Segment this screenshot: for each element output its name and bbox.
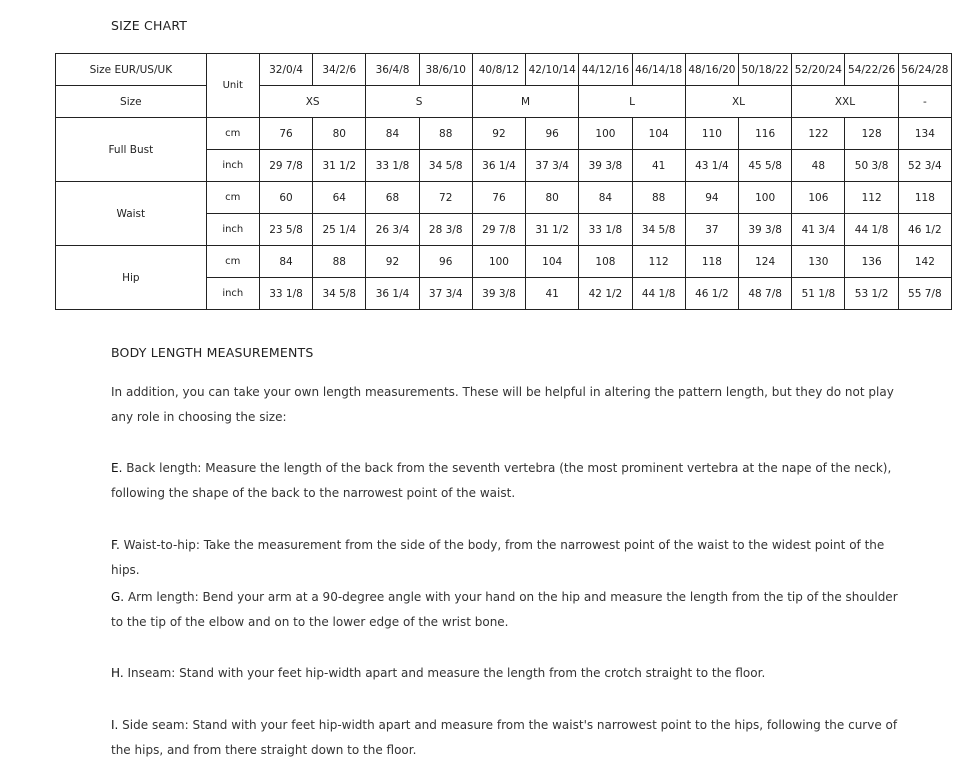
value-cell: 118 xyxy=(685,246,738,278)
measurement-label: Full Bust xyxy=(56,118,207,182)
size-code-cell: 48/16/20 xyxy=(685,54,738,86)
size-code-cell: 38/6/10 xyxy=(419,54,472,86)
value-cell: 128 xyxy=(845,118,898,150)
value-cell: 80 xyxy=(313,118,366,150)
item-letter: G. xyxy=(111,590,125,604)
size-group-l: L xyxy=(579,86,685,118)
value-cell: 110 xyxy=(685,118,738,150)
item-text: Arm length: Bend your arm at a 90-degree angle with your hand on the hip and measure the length from the tip of the shoulder to the tip of the elbow and on to the lower edge of the wrist bone. xyxy=(111,590,898,629)
value-cell: 118 xyxy=(898,182,951,214)
value-cell: 96 xyxy=(419,246,472,278)
value-cell: 37 3/4 xyxy=(526,150,579,182)
value-cell: 46 1/2 xyxy=(685,278,738,310)
value-cell: 84 xyxy=(366,118,419,150)
size-code-cell: 32/0/4 xyxy=(259,54,312,86)
size-label: Size xyxy=(56,86,207,118)
value-cell: 76 xyxy=(259,118,312,150)
size-chart-title: SIZE CHART xyxy=(111,18,188,33)
value-cell: 116 xyxy=(739,118,792,150)
unit-cell: cm xyxy=(206,246,259,278)
item-letter: F. xyxy=(111,538,120,552)
value-cell: 92 xyxy=(366,246,419,278)
value-cell: 28 3/8 xyxy=(419,214,472,246)
value-cell: 88 xyxy=(419,118,472,150)
value-cell: 104 xyxy=(526,246,579,278)
size-code-cell: 46/14/18 xyxy=(632,54,685,86)
unit-cell: inch xyxy=(206,214,259,246)
value-cell: 33 1/8 xyxy=(579,214,632,246)
table-row-size-groups xyxy=(56,86,952,118)
table-row-size-codes xyxy=(56,54,952,86)
item-text: Side seam: Stand with your feet hip-width apart and measure from the waist's narrowest point to the hips, following the curve of the hips, and from there straight down to the floor. xyxy=(111,718,898,757)
body-length-intro: In addition, you can take your own length measurements. These will be helpful in altering the pattern length, but they do not play any role in choosing the size: xyxy=(111,385,894,424)
size-group-none: - xyxy=(898,86,951,118)
value-cell: 45 5/8 xyxy=(739,150,792,182)
value-cell: 64 xyxy=(313,182,366,214)
value-cell: 31 1/2 xyxy=(526,214,579,246)
unit-cell: cm xyxy=(206,118,259,150)
unit-header: Unit xyxy=(206,54,259,118)
value-cell: 84 xyxy=(259,246,312,278)
value-cell: 88 xyxy=(313,246,366,278)
value-cell: 31 1/2 xyxy=(313,150,366,182)
value-cell: 112 xyxy=(632,246,685,278)
unit-cell: inch xyxy=(206,150,259,182)
value-cell: 46 1/2 xyxy=(898,214,951,246)
value-cell: 37 xyxy=(685,214,738,246)
value-cell: 76 xyxy=(472,182,525,214)
size-code-cell: 56/24/28 xyxy=(898,54,951,86)
value-cell: 39 3/8 xyxy=(579,150,632,182)
value-cell: 142 xyxy=(898,246,951,278)
value-cell: 68 xyxy=(366,182,419,214)
size-chart-table xyxy=(55,53,952,310)
value-cell: 60 xyxy=(259,182,312,214)
measurement-label: Hip xyxy=(56,246,207,310)
value-cell: 41 3/4 xyxy=(792,214,845,246)
value-cell: 48 7/8 xyxy=(739,278,792,310)
value-cell: 41 xyxy=(632,150,685,182)
value-cell: 84 xyxy=(579,182,632,214)
size-code-cell: 42/10/14 xyxy=(526,54,579,86)
table-row xyxy=(56,118,952,150)
value-cell: 37 3/4 xyxy=(419,278,472,310)
size-code-cell: 50/18/22 xyxy=(739,54,792,86)
item-letter: E. xyxy=(111,461,123,475)
size-code-cell: 36/4/8 xyxy=(366,54,419,86)
value-cell: 43 1/4 xyxy=(685,150,738,182)
size-group-xxl: XXL xyxy=(792,86,898,118)
value-cell: 122 xyxy=(792,118,845,150)
value-cell: 124 xyxy=(739,246,792,278)
value-cell: 39 3/8 xyxy=(739,214,792,246)
value-cell: 29 7/8 xyxy=(259,150,312,182)
value-cell: 41 xyxy=(526,278,579,310)
size-eu-label: Size EUR/US/UK xyxy=(56,54,207,86)
value-cell: 92 xyxy=(472,118,525,150)
measurement-item-inseam xyxy=(111,661,911,686)
size-code-cell: 34/2/6 xyxy=(313,54,366,86)
size-group-xs: XS xyxy=(259,86,365,118)
item-letter: I. xyxy=(111,718,119,732)
value-cell: 39 3/8 xyxy=(472,278,525,310)
size-group-xl: XL xyxy=(685,86,791,118)
size-code-cell: 52/20/24 xyxy=(792,54,845,86)
value-cell: 100 xyxy=(739,182,792,214)
item-letter: H. xyxy=(111,666,124,680)
item-text: Waist-to-hip: Take the measurement from the side of the body, from the narrowest point of the waist to the widest point of the hips. xyxy=(111,538,885,577)
value-cell: 42 1/2 xyxy=(579,278,632,310)
size-code-cell: 54/22/26 xyxy=(845,54,898,86)
value-cell: 34 5/8 xyxy=(313,278,366,310)
value-cell: 52 3/4 xyxy=(898,150,951,182)
value-cell: 25 1/4 xyxy=(313,214,366,246)
size-group-m: M xyxy=(472,86,578,118)
measurement-item-side-seam xyxy=(111,713,911,763)
table-row xyxy=(56,182,952,214)
value-cell: 104 xyxy=(632,118,685,150)
value-cell: 33 1/8 xyxy=(259,278,312,310)
size-group-s: S xyxy=(366,86,472,118)
value-cell: 36 1/4 xyxy=(472,150,525,182)
measurement-item-arm-length xyxy=(111,585,911,635)
value-cell: 130 xyxy=(792,246,845,278)
measurement-label: Waist xyxy=(56,182,207,246)
item-text: Inseam: Stand with your feet hip-width apart and measure the length from the crotch straight to the floor. xyxy=(123,666,766,680)
value-cell: 94 xyxy=(685,182,738,214)
body-length-title: BODY LENGTH MEASUREMENTS xyxy=(111,345,314,360)
value-cell: 50 3/8 xyxy=(845,150,898,182)
measurement-item-waist-to-hip xyxy=(111,533,911,583)
value-cell: 26 3/4 xyxy=(366,214,419,246)
value-cell: 51 1/8 xyxy=(792,278,845,310)
value-cell: 44 1/8 xyxy=(845,214,898,246)
value-cell: 53 1/2 xyxy=(845,278,898,310)
value-cell: 55 7/8 xyxy=(898,278,951,310)
unit-cell: inch xyxy=(206,278,259,310)
value-cell: 34 5/8 xyxy=(632,214,685,246)
value-cell: 134 xyxy=(898,118,951,150)
value-cell: 80 xyxy=(526,182,579,214)
value-cell: 100 xyxy=(579,118,632,150)
size-code-cell: 40/8/12 xyxy=(472,54,525,86)
size-code-cell: 44/12/16 xyxy=(579,54,632,86)
value-cell: 136 xyxy=(845,246,898,278)
value-cell: 108 xyxy=(579,246,632,278)
value-cell: 112 xyxy=(845,182,898,214)
value-cell: 23 5/8 xyxy=(259,214,312,246)
value-cell: 36 1/4 xyxy=(366,278,419,310)
table-row xyxy=(56,246,952,278)
value-cell: 106 xyxy=(792,182,845,214)
value-cell: 96 xyxy=(526,118,579,150)
value-cell: 33 1/8 xyxy=(366,150,419,182)
measurement-item-back-length xyxy=(111,456,911,506)
value-cell: 29 7/8 xyxy=(472,214,525,246)
value-cell: 44 1/8 xyxy=(632,278,685,310)
item-text: Back length: Measure the length of the back from the seventh vertebra (the most prominent vertebra at the nape of the neck), following the shape of the back to the narrowest point of the waist. xyxy=(111,461,892,500)
unit-cell: cm xyxy=(206,182,259,214)
value-cell: 34 5/8 xyxy=(419,150,472,182)
value-cell: 100 xyxy=(472,246,525,278)
value-cell: 72 xyxy=(419,182,472,214)
value-cell: 88 xyxy=(632,182,685,214)
value-cell: 48 xyxy=(792,150,845,182)
